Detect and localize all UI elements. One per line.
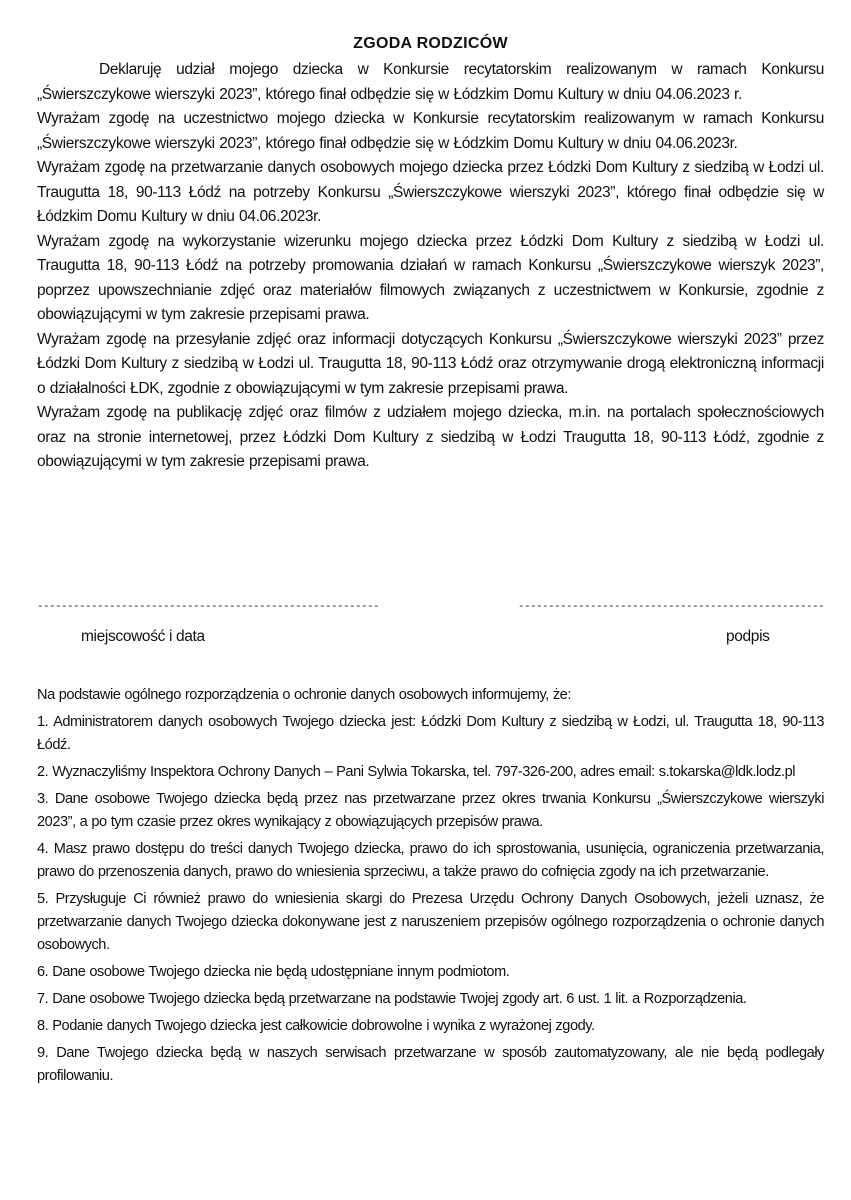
gdpr-item-data-protection-officer: 2. Wyznaczyliśmy Inspektora Ochrony Danych – Pani Sylwia Tokarska, tel. 797-326-200, adres email: s.tokarska@ldk.lodz.pl <box>37 764 796 780</box>
gdpr-item-rights: 4. Masz prawo dostępu do treści danych Twojego dziecka, prawo do ich sprostowania, usunięcia, ograniczenia przetwarzania, prawo do przenoszenia danych, prawo do wniesienia sprzeciwu, a także prawo do cofnięcia zgody na ich przetwarzanie. <box>37 841 824 880</box>
gdpr-intro: Na podstawie ogólnego rozporządzenia o ochronie danych osobowych informujemy, że: <box>37 687 571 703</box>
consent-paragraph-participation: Wyrażam zgodę na uczestnictwo mojego dziecka w Konkursie recytatorskim realizowanym w ramach Konkursu „Świerszczykowe wierszyki 2023”, którego finał odbędzie się w Łódzkim Domu Kultury w dniu 04.06.2023r. <box>37 110 824 152</box>
place-date-signature-line: --------------------------------------------------------- <box>37 601 380 613</box>
gdpr-item-voluntary: 8. Podanie danych Twojego dziecka jest całkowicie dobrowolne i wynika z wyrażonej zgody. <box>37 1018 595 1034</box>
signature-label: podpis <box>726 628 770 645</box>
document-page <box>37 0 824 1084</box>
gdpr-item-no-sharing: 6. Dane osobowe Twojego dziecka nie będą udostępniane innym podmiotom. <box>37 964 510 980</box>
gdpr-item-retention-period: 3. Dane osobowe Twojego dziecka będą przez nas przetwarzane przez okres trwania Konkursu „Świerszczykowe wierszyki 2023”, a po tym czasie przez okres wynikający z obowiązujących przepisów prawa. <box>37 791 824 830</box>
gdpr-item-legal-basis: 7. Dane osobowe Twojego dziecka będą przetwarzane na podstawie Twojej zgody art. 6 ust. 1 lit. a Rozporządzenia. <box>37 991 747 1007</box>
consent-paragraph-publication: Wyrażam zgodę na publikację zdjęć oraz filmów z udziałem mojego dziecka, m.in. na portalach społecznościowych oraz na stronie internetowej, przez Łódzki Dom Kultury z siedzibą w Łodzi Traugutta 18, 90-113 Łódź, zgodnie z obowiązującymi w tym zakresie przepisami prawa. <box>37 404 824 470</box>
consent-paragraph-data-processing: Wyrażam zgodę na przetwarzanie danych osobowych mojego dziecka przez Łódzki Dom Kultury z siedzibą w Łodzi ul. Traugutta 18, 90-113 Łódź na potrzeby Konkursu „Świerszczykowe wierszyki 2023”, którego finał odbędzie się w Łódzkim Domu Kultury w dniu 04.06.2023r. <box>37 159 824 225</box>
signature-line: --------------------------------------------------- <box>517 601 824 613</box>
gdpr-item-complaint: 5. Przysługuje Ci również prawo do wniesienia skargi do Prezesa Urzędu Ochrony Danych Osobowych, jeżeli uznasz, że przetwarzanie danych Twojego dziecka dokonywane jest z naruszeniem przepisów ogólnego rozporządzenia o ochronie danych osobowych. <box>37 891 824 953</box>
gdpr-information-section <box>37 684 824 1092</box>
document-title: ZGODA RODZICÓW <box>353 35 508 52</box>
gdpr-item-administrator: 1. Administratorem danych osobowych Twojego dziecka jest: Łódzki Dom Kultury z siedzibą w Łodzi, ul. Traugutta 18, 90-113 Łódź. <box>37 714 824 753</box>
gdpr-item-profiling: 9. Dane Twojego dziecka będą w naszych serwisach przetwarzane w sposób zautomatyzowany, ale nie będą podlegały profilowaniu. <box>37 1045 824 1084</box>
signature-section <box>37 600 824 660</box>
consent-paragraph-information-sending: Wyrażam zgodę na przesyłanie zdjęć oraz informacji dotyczących Konkursu „Świerszczykowe wierszyki 2023” przez Łódzki Dom Kultury z siedzibą w Łodzi ul. Traugutta 18, 90-113 Łódź oraz otrzymywanie drogą elektroniczną informacji o działalności ŁDK, zgodnie z obowiązującymi w tym zakresie przepisami prawa. <box>37 330 824 397</box>
place-date-label: miejscowość i data <box>81 628 205 645</box>
consent-section <box>37 58 824 475</box>
consent-paragraph-image-use: Wyrażam zgodę na wykorzystanie wizerunku mojego dziecka przez Łódzki Dom Kultury z siedzibą w Łodzi ul. Traugutta 18, 90-113 Łódź na potrzeby promowania działań w ramach Konkursu „Świerszczykowe wierszyk 2023”, poprzez upowszechnianie zdjęć oraz materiałów filmowych związanych z uczestnictwem w Konkursie, zgodnie z obowiązującymi w tym zakresie przepisami prawa. <box>37 232 824 323</box>
consent-paragraph-participation-declaration: Deklaruję udział mojego dziecka w Konkursie recytatorskim realizowanym w ramach Konkursu „Świerszczykowe wierszyki 2023”, którego finał odbędzie się w Łódzkim Domu Kultury w dniu 04.06.2023 r. <box>37 61 824 103</box>
